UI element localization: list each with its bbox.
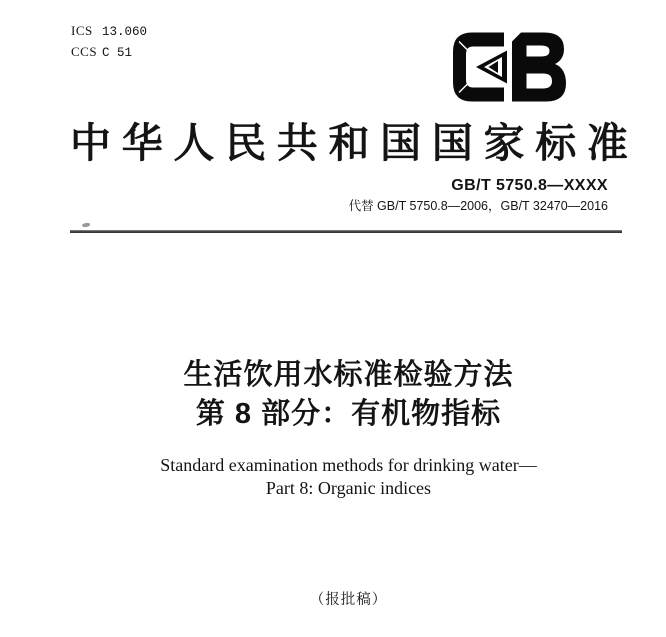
document-title-cn [70,359,627,431]
ics-code-line [71,21,147,42]
classification-codes [71,21,147,63]
national-standard-banner: 中 华 人 民 共 和 国 国 家 标 准 [70,120,628,166]
title-en-line2: Part 8: Organic indices [265,478,432,498]
standard-number-block [349,176,608,214]
standard-number: GB/T 5750.8—XXXX [451,177,608,194]
ccs-label: CCS [71,44,98,59]
ccs-code: C 51 [102,46,133,60]
ics-label: ICS [71,23,93,38]
ink-smudge [82,223,90,228]
gb-logo-icon [452,31,566,103]
document-title-en [70,454,627,500]
title-cn-line2: 第 8 部分：有机物指标 [195,398,502,430]
title-en-line1: Standard examination methods for drinking water— [160,455,537,475]
header-divider [70,230,622,233]
title-cn-line1: 生活饮用水标准检验方法 [183,359,514,391]
draft-stage-label: （报批稿） [309,592,388,608]
superseded-standards-note: 代替 GB/T 5750.8—2006，GB/T 32470—2016 [348,199,608,213]
ics-code: 13.060 [102,25,148,39]
ccs-code-line [71,42,147,63]
